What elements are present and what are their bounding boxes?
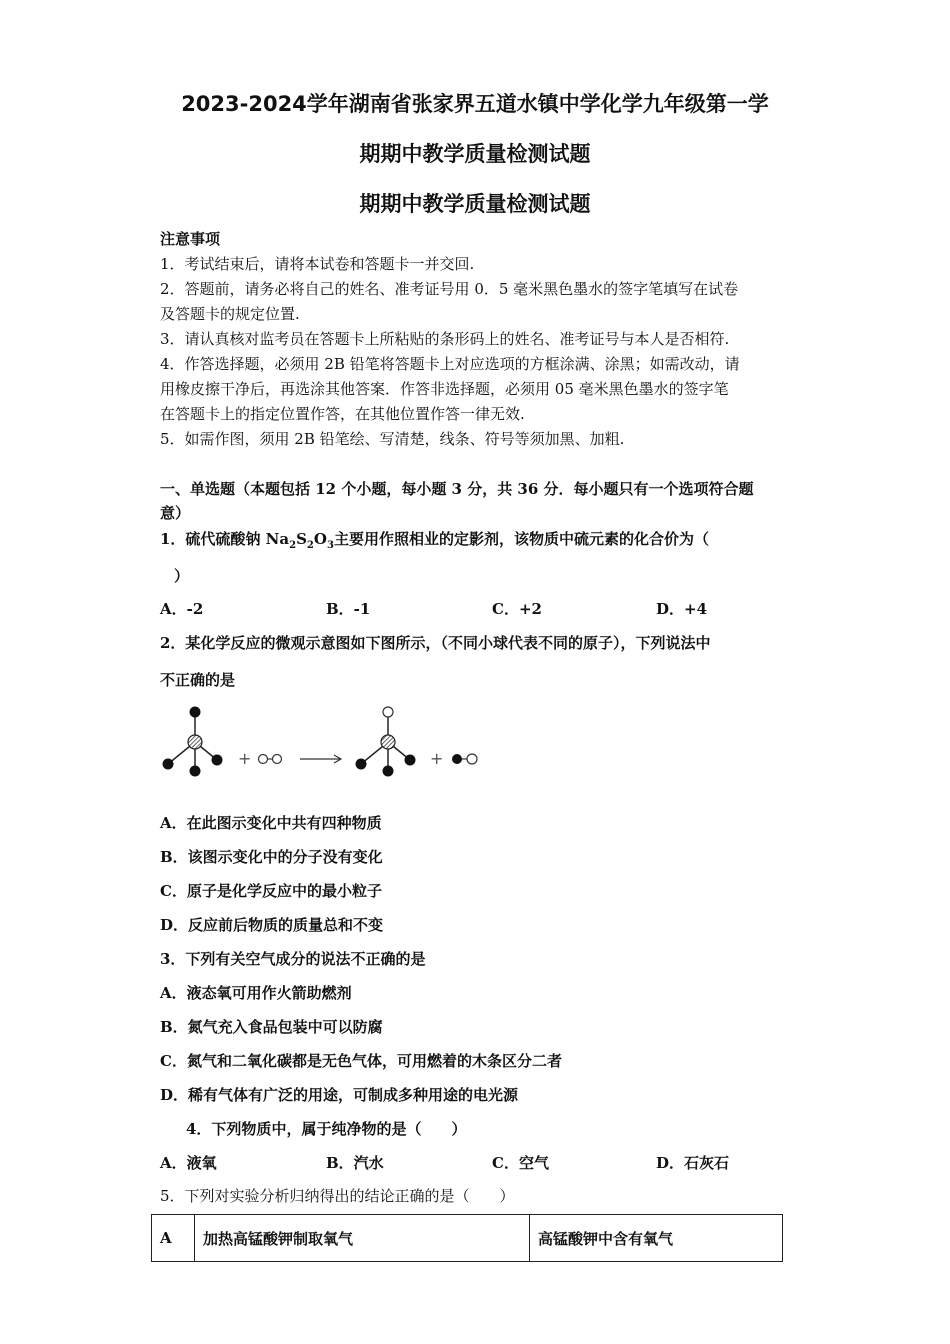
question-2-stem: 2．某化学反应的微观示意图如下图所示，（不同小球代表不同的原子），下列说法中 xyxy=(160,634,711,652)
doc-title-line-1: 2023-2024学年湖南省张家界五道水镇中学化学九年级第一学 xyxy=(181,92,769,116)
doc-title-line-3: 期期中教学质量检测试题 xyxy=(359,192,591,216)
question-3-option-c[interactable]: C．氮气和二氧化碳都是无色气体，可用燃着的木条区分二者 xyxy=(160,1052,562,1070)
notice-line: 1．考试结束后，请将本试卷和答题卡一并交回. xyxy=(160,255,475,273)
question-2-option-b[interactable]: B．该图示变化中的分子没有变化 xyxy=(160,848,383,866)
reaction-arrow-icon xyxy=(300,755,341,763)
question-3-option-b[interactable]: B．氮气充入食品包装中可以防腐 xyxy=(160,1018,383,1036)
notice-line: 3．请认真核对监考员在答题卡上所粘贴的条形码上的姓名、准考证号与本人是否相符. xyxy=(160,330,730,348)
plus-sign: + xyxy=(430,749,444,768)
question-4-option-c[interactable]: C．空气 xyxy=(492,1154,549,1172)
question-4-option-d[interactable]: D．石灰石 xyxy=(656,1154,730,1172)
question-5-stem: 5．下列对实验分析归纳得出的结论正确的是（ ） xyxy=(160,1187,515,1205)
question-2-stem-cont: 不正确的是 xyxy=(160,671,236,689)
notice-line: 在答题卡上的指定位置作答，在其他位置作答一律无效. xyxy=(160,405,525,423)
notice-line: 及答题卡的规定位置. xyxy=(160,305,300,323)
question-4-option-b[interactable]: B．汽水 xyxy=(326,1154,384,1172)
question-2-option-c[interactable]: C．原子是化学反应中的最小粒子 xyxy=(160,882,382,900)
chem-formula: $Na_2S_2O_3$ xyxy=(265,530,334,551)
section-heading-cont: 意） xyxy=(160,504,191,522)
question-1-stem: 1．硫代硫酸钠 $Na_2S_2O_3$主要用作照相业的定影剂，该物质中硫元素的化合价为（ xyxy=(160,530,709,551)
reaction-diagram xyxy=(150,700,500,790)
question-2-option-d[interactable]: D．反应前后物质的质量总和不变 xyxy=(160,916,384,934)
plus-sign: + xyxy=(238,749,252,768)
notice-line: 5．如需作图，须用 2B 铅笔绘、写清楚，线条、符号等须加黑、加粗. xyxy=(160,430,625,448)
question-2-option-a[interactable]: A．在此图示变化中共有四种物质 xyxy=(160,814,382,832)
question-3-option-a[interactable]: A．液态氧可用作火箭助燃剂 xyxy=(160,984,352,1002)
table-cell-conclusion: 高锰酸钾中含有氧气 xyxy=(530,1215,783,1262)
notice-line: 2．答题前，请务必将自己的姓名、准考证号用 0．5 毫米黑色墨水的签字笔填写在试卷 xyxy=(160,280,739,298)
mixed-diatomic-molecule-icon xyxy=(452,754,477,764)
question-4-stem: 4．下列物质中，属于纯净物的是（ ） xyxy=(186,1120,467,1138)
option-b[interactable]: B．-1 xyxy=(326,600,371,618)
section-heading: 一、单选题（本题包括 12 个小题，每小题 3 分，共 36 分．每小题只有一个选项符合题 xyxy=(160,480,754,498)
table-row xyxy=(152,1215,783,1262)
notice-heading: 注意事项 xyxy=(160,230,221,248)
question-3-option-d[interactable]: D．稀有气体有广泛的用途，可制成多种用途的电光源 xyxy=(160,1086,519,1104)
option-d[interactable]: D．+4 xyxy=(656,600,708,618)
option-c[interactable]: C．+2 xyxy=(492,600,542,618)
option-a[interactable]: A．-2 xyxy=(160,600,204,618)
doc-title-line-2: 期期中教学质量检测试题 xyxy=(359,142,591,166)
product-molecule-icon xyxy=(356,707,416,777)
question-4-option-a[interactable]: A．液氧 xyxy=(160,1154,217,1172)
notice-line: 用橡皮擦干净后，再选涂其他答案．作答非选择题，必须用 05 毫米黑色墨水的签字笔 xyxy=(160,380,729,398)
question-3-stem: 3．下列有关空气成分的说法不正确的是 xyxy=(160,950,426,968)
white-diatomic-molecule-icon xyxy=(259,755,282,764)
table-cell-label[interactable]: A xyxy=(152,1215,195,1262)
reactant-molecule-icon xyxy=(163,707,223,777)
question-1-close-paren: ） xyxy=(174,567,190,585)
notice-line: 4．作答选择题，必须用 2B 铅笔将答题卡上对应选项的方框涂满、涂黑；如需改动，请 xyxy=(160,355,740,373)
question-5-table xyxy=(151,1214,783,1262)
table-cell-experiment: 加热高锰酸钾制取氧气 xyxy=(195,1215,530,1262)
